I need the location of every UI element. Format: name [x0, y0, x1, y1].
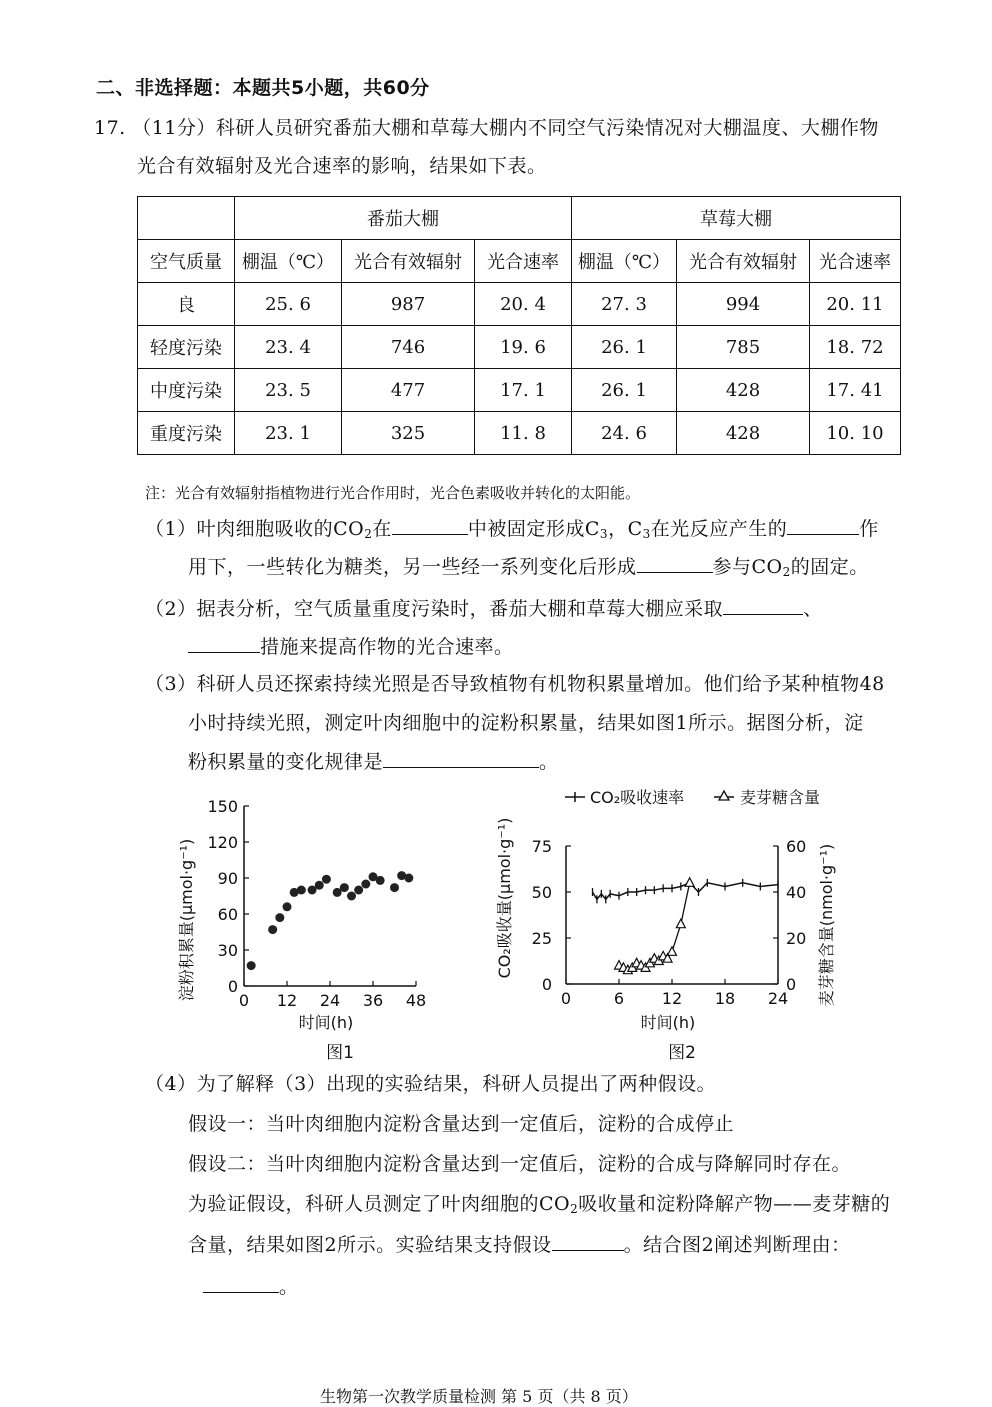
maltose-content-point — [668, 947, 677, 956]
q1-text: ，C — [608, 518, 643, 540]
q2-text: 措施来提高作物的光合速率。 — [260, 636, 514, 658]
legend-maltose-marker — [719, 791, 729, 800]
answer-blank[interactable] — [383, 747, 539, 768]
table-cell: 20. 11 — [810, 283, 901, 326]
figure-2-y-tick-label-right: 20 — [786, 929, 807, 948]
table-group-header-strawberry: 草莓大棚 — [572, 197, 901, 240]
figure-2-y-tick-label-right: 40 — [786, 883, 807, 902]
figure-2-legend — [565, 788, 820, 807]
table-cell: 27. 3 — [572, 283, 677, 326]
figure-1-y-tick-label: 30 — [217, 941, 238, 960]
answer-blank[interactable] — [392, 514, 468, 535]
table-group-header-tomato: 番茄大棚 — [235, 197, 572, 240]
figure-1-data-point — [275, 913, 284, 922]
table-cell: 26. 1 — [572, 326, 677, 369]
question-2-line1 — [145, 594, 823, 623]
figure-1-data-point — [297, 886, 306, 895]
q1-sub: 2 — [364, 527, 373, 541]
question-4-line6 — [203, 1272, 299, 1301]
figure-1-x-tick-label: 12 — [276, 991, 298, 1010]
table-row — [138, 283, 901, 326]
figure-2 — [495, 788, 836, 1063]
table-cell: 中度污染 — [138, 369, 235, 412]
figure-2-y-tick-label-left: 50 — [531, 883, 552, 902]
figure-1 — [177, 797, 426, 1063]
table-cell: 18. 72 — [810, 326, 901, 369]
question-2-line2 — [188, 632, 514, 661]
table-col-header: 光合有效辐射 — [342, 240, 475, 283]
answer-blank[interactable] — [552, 1230, 624, 1251]
figure-1-data-point — [347, 892, 356, 901]
figure-2-ylabel: CO₂吸收量(μmol·g⁻¹) — [495, 817, 514, 979]
figure-1-y-tick-label: 150 — [207, 797, 238, 816]
question-4-line1: （4）为了解释（3）出现的实验结果，科研人员提出了两种假设。 — [145, 1073, 717, 1095]
table-col-header: 空气质量 — [138, 240, 235, 283]
answer-blank[interactable] — [787, 514, 859, 535]
table-cell: 24. 6 — [572, 412, 677, 455]
q17-intro-line2: 光合有效辐射及光合速率的影响，结果如下表。 — [137, 155, 547, 177]
q1-text: 参与CO — [712, 556, 783, 578]
maltose-content-point — [676, 919, 685, 928]
hypothesis-2: 假设二：当叶肉细胞内淀粉含量达到一定值后，淀粉的合成与降解同时存在。 — [188, 1153, 852, 1175]
q4-text: 吸收量和淀粉降解产物——麦芽糖的 — [578, 1193, 891, 1215]
figure-2-x-tick-label: 0 — [560, 989, 572, 1008]
results-table — [137, 196, 901, 455]
question-4-line5 — [188, 1230, 851, 1259]
answer-blank[interactable] — [637, 552, 713, 573]
answer-blank[interactable] — [203, 1272, 279, 1293]
figure-1-y-tick-label: 0 — [227, 977, 238, 996]
table-col-header: 棚温（℃） — [235, 240, 342, 283]
table-cell: 良 — [138, 283, 235, 326]
figure-2-caption: 图2 — [668, 1043, 696, 1063]
question-3-line3 — [188, 747, 559, 776]
table-cell: 746 — [342, 326, 475, 369]
table-cell: 轻度污染 — [138, 326, 235, 369]
table-col-header: 光合速率 — [475, 240, 572, 283]
table-cell: 20. 4 — [475, 283, 572, 326]
legend-co2-label: CO₂吸收速率 — [590, 788, 685, 807]
table-cell: 重度污染 — [138, 412, 235, 455]
hypothesis-1: 假设一：当叶肉细胞内淀粉含量达到一定值后，淀粉的合成停止 — [188, 1113, 735, 1135]
question-3-line1: （3）科研人员还探索持续光照是否导致植物有机物积累量增加。他们给予某种植物48 — [145, 673, 885, 695]
answer-blank[interactable] — [723, 594, 803, 615]
table-cell: 26. 1 — [572, 369, 677, 412]
q2-text: （2）据表分析，空气质量重度污染时，番茄大棚和草莓大棚应采取 — [145, 598, 724, 620]
figure-1-data-point — [404, 874, 413, 883]
legend-maltose-label: 麦芽糖含量 — [740, 788, 821, 807]
figure-2-y-tick-label-left: 25 — [531, 929, 552, 948]
figure-1-data-point — [315, 881, 324, 890]
figure-1-data-point — [376, 876, 385, 885]
figure-1-data-point — [247, 961, 256, 970]
q4-text: 。 — [279, 1276, 299, 1298]
figure-1-data-point — [268, 925, 277, 934]
figure-1-data-point — [361, 880, 370, 889]
q4-sub: 2 — [570, 1202, 579, 1216]
table-cell: 23. 4 — [235, 326, 342, 369]
q1-text: 作 — [859, 518, 879, 540]
question-1-line2 — [188, 552, 869, 586]
figure-2-ylabel-right: 麦芽糖含量(nmol·g⁻¹) — [817, 843, 836, 1007]
figure-1-y-tick-label: 60 — [217, 905, 238, 924]
table-cell: 428 — [677, 369, 810, 412]
figure-1-data-point — [390, 883, 399, 892]
q1-text: 的固定。 — [790, 556, 869, 578]
question-3-line2: 小时持续光照，测定叶肉细胞中的淀粉积累量，结果如图1所示。据图分析，淀 — [188, 712, 864, 734]
figure-1-y-tick-label: 90 — [217, 869, 238, 888]
figure-1-data-point — [322, 875, 331, 884]
table-cell: 428 — [677, 412, 810, 455]
figure-1-xlabel: 时间(h) — [298, 1013, 354, 1032]
q1-sub: 3 — [599, 527, 609, 541]
q1-text: 在 — [372, 518, 392, 540]
table-cell: 477 — [342, 369, 475, 412]
table-col-header: 棚温（℃） — [572, 240, 677, 283]
table-cell: 325 — [342, 412, 475, 455]
q1-sub: 2 — [782, 565, 791, 579]
figure-2-y-tick-label-left: 0 — [541, 975, 552, 994]
figure-1-data-point — [354, 886, 363, 895]
q2-text: 、 — [803, 598, 823, 620]
table-row — [138, 369, 901, 412]
figure-2-xlabel: 时间(h) — [640, 1013, 696, 1032]
figure-1-data-point — [283, 902, 292, 911]
q1-text: 中被固定形成C — [467, 518, 600, 540]
figure-2-x-tick-label: 6 — [613, 989, 625, 1008]
maltose-content-point — [685, 878, 694, 887]
question-4-line4 — [188, 1190, 890, 1223]
figure-1-x-tick-label: 24 — [319, 991, 341, 1010]
table-row — [138, 326, 901, 369]
table-cell: 10. 10 — [810, 412, 901, 455]
figure-1-ylabel: 淀粉积累量(μmol·g⁻¹) — [177, 838, 196, 1002]
figure-2-x-tick-label: 12 — [661, 989, 683, 1008]
figure-1-data-point — [340, 883, 349, 892]
table-cell: 987 — [342, 283, 475, 326]
answer-blank[interactable] — [188, 632, 260, 653]
table-corner-cell — [138, 197, 235, 240]
figure-2-y-tick-label-right: 0 — [786, 975, 797, 994]
question-1-line1 — [145, 514, 879, 548]
table-cell: 994 — [677, 283, 810, 326]
q3-text: 粉积累量的变化规律是 — [188, 751, 384, 773]
q3-text: 。 — [539, 751, 559, 773]
q17-intro-line1: 17. （11分）科研人员研究番茄大棚和草莓大棚内不同空气污染情况对大棚温度、大棚作物 — [94, 117, 879, 139]
q1-text: （1）叶肉细胞吸收的CO — [145, 518, 365, 540]
table-cell: 25. 6 — [235, 283, 342, 326]
figure-2-x-tick-label: 18 — [714, 989, 736, 1008]
figure-2-y-tick-label-right: 60 — [786, 837, 807, 856]
table-cell: 19. 6 — [475, 326, 572, 369]
q1-sub: 3 — [642, 527, 651, 541]
table-col-header: 光合速率 — [810, 240, 901, 283]
table-col-header: 光合有效辐射 — [677, 240, 810, 283]
figure-2-y-tick-label-left: 75 — [531, 837, 552, 856]
table-cell: 11. 8 — [475, 412, 572, 455]
q1-text: 在光反应产生的 — [650, 518, 788, 540]
figures — [0, 780, 992, 1070]
figure-2-x-tick-label: 24 — [767, 989, 789, 1008]
figure-1-x-tick-label: 36 — [362, 991, 384, 1010]
table-cell: 17. 41 — [810, 369, 901, 412]
q4-text: 为验证假设，科研人员测定了叶肉细胞的CO — [188, 1193, 571, 1215]
section-title: 二、非选择题：本题共5小题，共60分 — [96, 77, 430, 99]
figure-1-y-tick-label: 120 — [207, 833, 238, 852]
figure-1-caption: 图1 — [326, 1043, 354, 1063]
q4-text: 含量，结果如图2所示。实验结果支持假设 — [188, 1234, 552, 1256]
q1-text: 用下，一些转化为糖类，另一些经一系列变化后形成 — [188, 556, 637, 578]
figure-1-x-tick-label: 48 — [405, 991, 427, 1010]
table-cell: 23. 1 — [235, 412, 342, 455]
figure-1-x-tick-label: 0 — [238, 991, 250, 1010]
q4-text: 。结合图2阐述判断理由： — [623, 1234, 851, 1256]
table-cell: 17. 1 — [475, 369, 572, 412]
table-cell: 23. 5 — [235, 369, 342, 412]
page-footer: 生物第一次教学质量检测 第 5 页（共 8 页） — [320, 1387, 638, 1406]
table-row — [138, 412, 901, 455]
table-note: 注：光合有效辐射指植物进行光合作用时，光合色素吸收并转化的太阳能。 — [145, 484, 641, 502]
table-cell: 785 — [677, 326, 810, 369]
